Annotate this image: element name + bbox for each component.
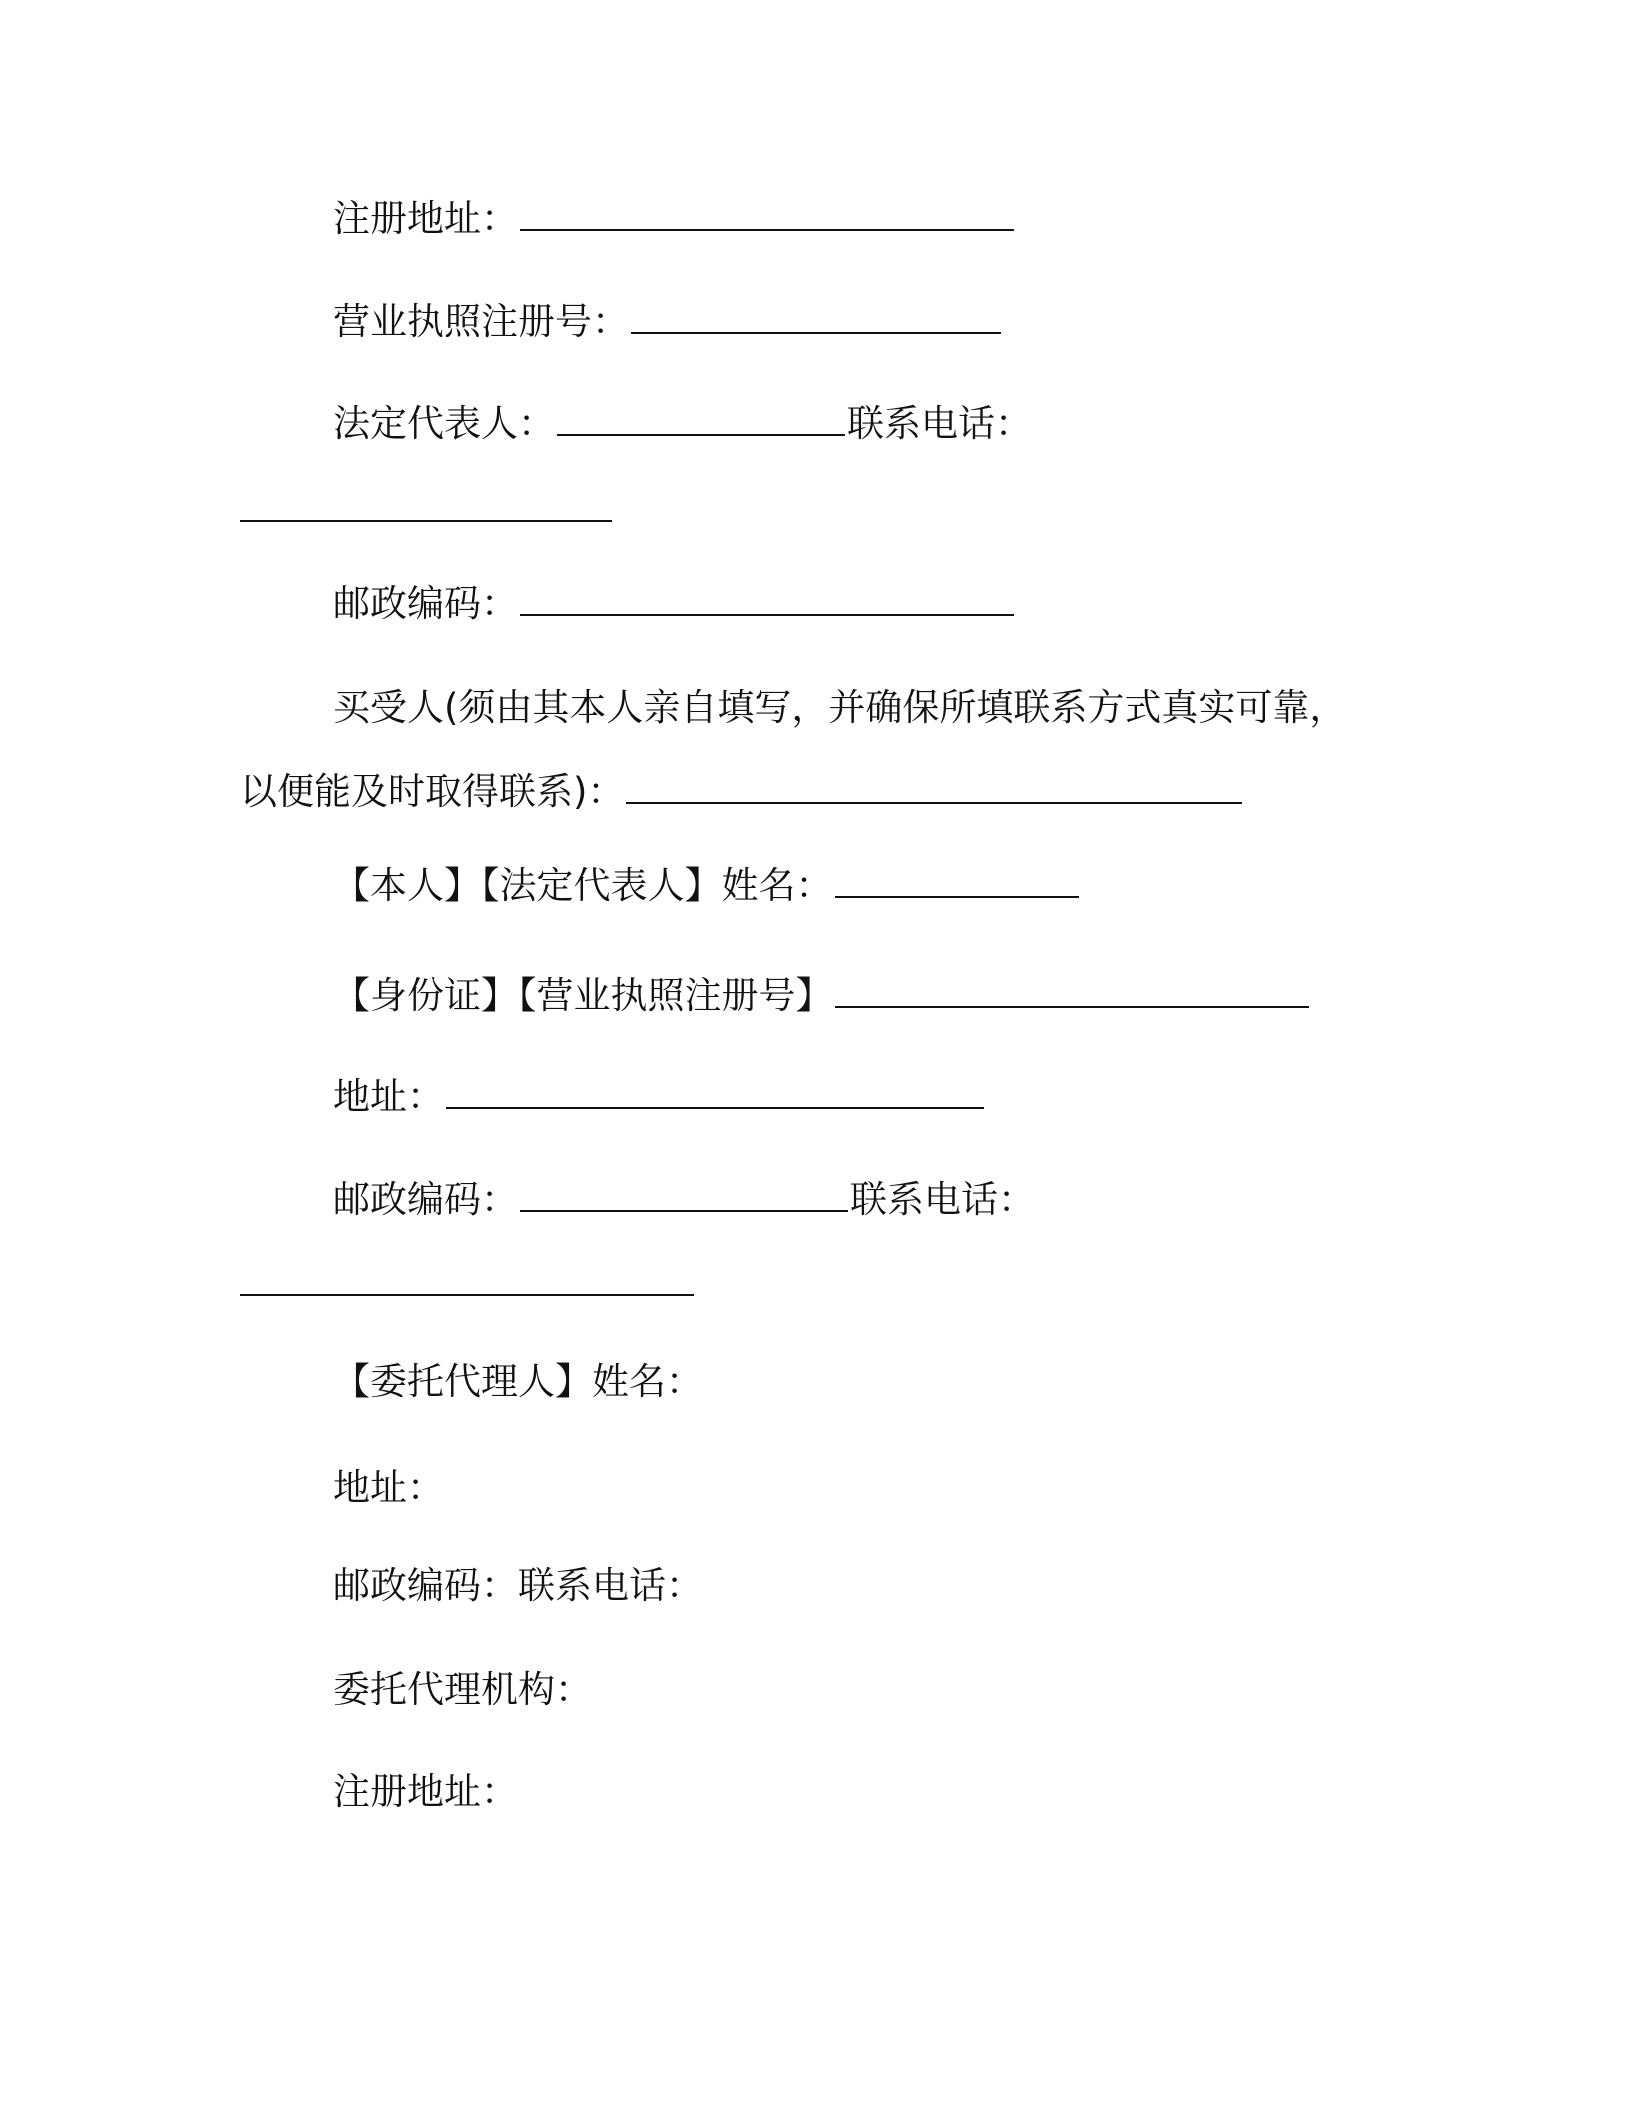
agency-line bbox=[333, 1666, 592, 1714]
buyer-address-label: 地址： bbox=[333, 1075, 444, 1118]
agency-address-label: 注册地址： bbox=[333, 1770, 518, 1813]
business-license-line bbox=[333, 298, 1003, 346]
postal-code-blank[interactable] bbox=[520, 584, 1014, 616]
legal-rep-phone-label: 联系电话： bbox=[847, 402, 1032, 445]
buyer-blank[interactable] bbox=[626, 772, 1242, 804]
postal-code-label: 邮政编码： bbox=[333, 582, 518, 625]
buyer-phone-blank[interactable] bbox=[240, 1294, 694, 1296]
legal-rep-blank[interactable] bbox=[557, 404, 845, 436]
registered-address-line bbox=[333, 195, 1016, 243]
self-name-blank[interactable] bbox=[835, 866, 1079, 898]
buyer-label: 买受人(须由其本人亲自填写，并确保所填联系方式真实可靠， bbox=[333, 686, 1347, 729]
business-license-blank[interactable] bbox=[631, 302, 1001, 334]
id-number-line bbox=[333, 972, 1311, 1020]
postal-code-line bbox=[333, 580, 1016, 628]
registered-address-blank[interactable] bbox=[520, 199, 1014, 231]
agent-address-label: 地址： bbox=[333, 1466, 444, 1509]
buyer-line bbox=[333, 684, 1346, 732]
buyer-address-blank[interactable] bbox=[446, 1077, 984, 1109]
self-name-line bbox=[333, 862, 1081, 910]
legal-rep-line bbox=[333, 400, 1032, 448]
buyer-address-line bbox=[333, 1073, 986, 1121]
registered-address-label: 注册地址： bbox=[333, 197, 518, 240]
agency-label: 委托代理机构： bbox=[333, 1668, 592, 1711]
agency-address-line bbox=[333, 1768, 518, 1816]
id-number-blank[interactable] bbox=[835, 976, 1309, 1008]
agent-name-line bbox=[333, 1358, 703, 1406]
agent-name-label: 【委托代理人】姓名： bbox=[333, 1360, 703, 1403]
legal-rep-label: 法定代表人： bbox=[333, 402, 555, 445]
buyer-line-cont bbox=[240, 768, 1244, 816]
self-name-label: 【本人】【法定代表人】姓名： bbox=[333, 864, 833, 907]
buyer-postal-blank[interactable] bbox=[520, 1180, 848, 1212]
agent-contact-label: 邮政编码：联系电话： bbox=[333, 1564, 703, 1607]
id-number-label: 【身份证】【营业执照注册号】 bbox=[333, 974, 833, 1017]
agent-contact-line bbox=[333, 1562, 703, 1610]
agent-address-line bbox=[333, 1464, 444, 1512]
buyer-label-cont: 以便能及时取得联系)： bbox=[240, 770, 625, 813]
buyer-postal-line bbox=[333, 1176, 1035, 1224]
buyer-postal-label: 邮政编码： bbox=[333, 1178, 518, 1221]
business-license-label: 营业执照注册号： bbox=[333, 300, 629, 343]
legal-rep-phone-blank[interactable] bbox=[240, 520, 612, 522]
buyer-phone-label: 联系电话： bbox=[850, 1178, 1035, 1221]
